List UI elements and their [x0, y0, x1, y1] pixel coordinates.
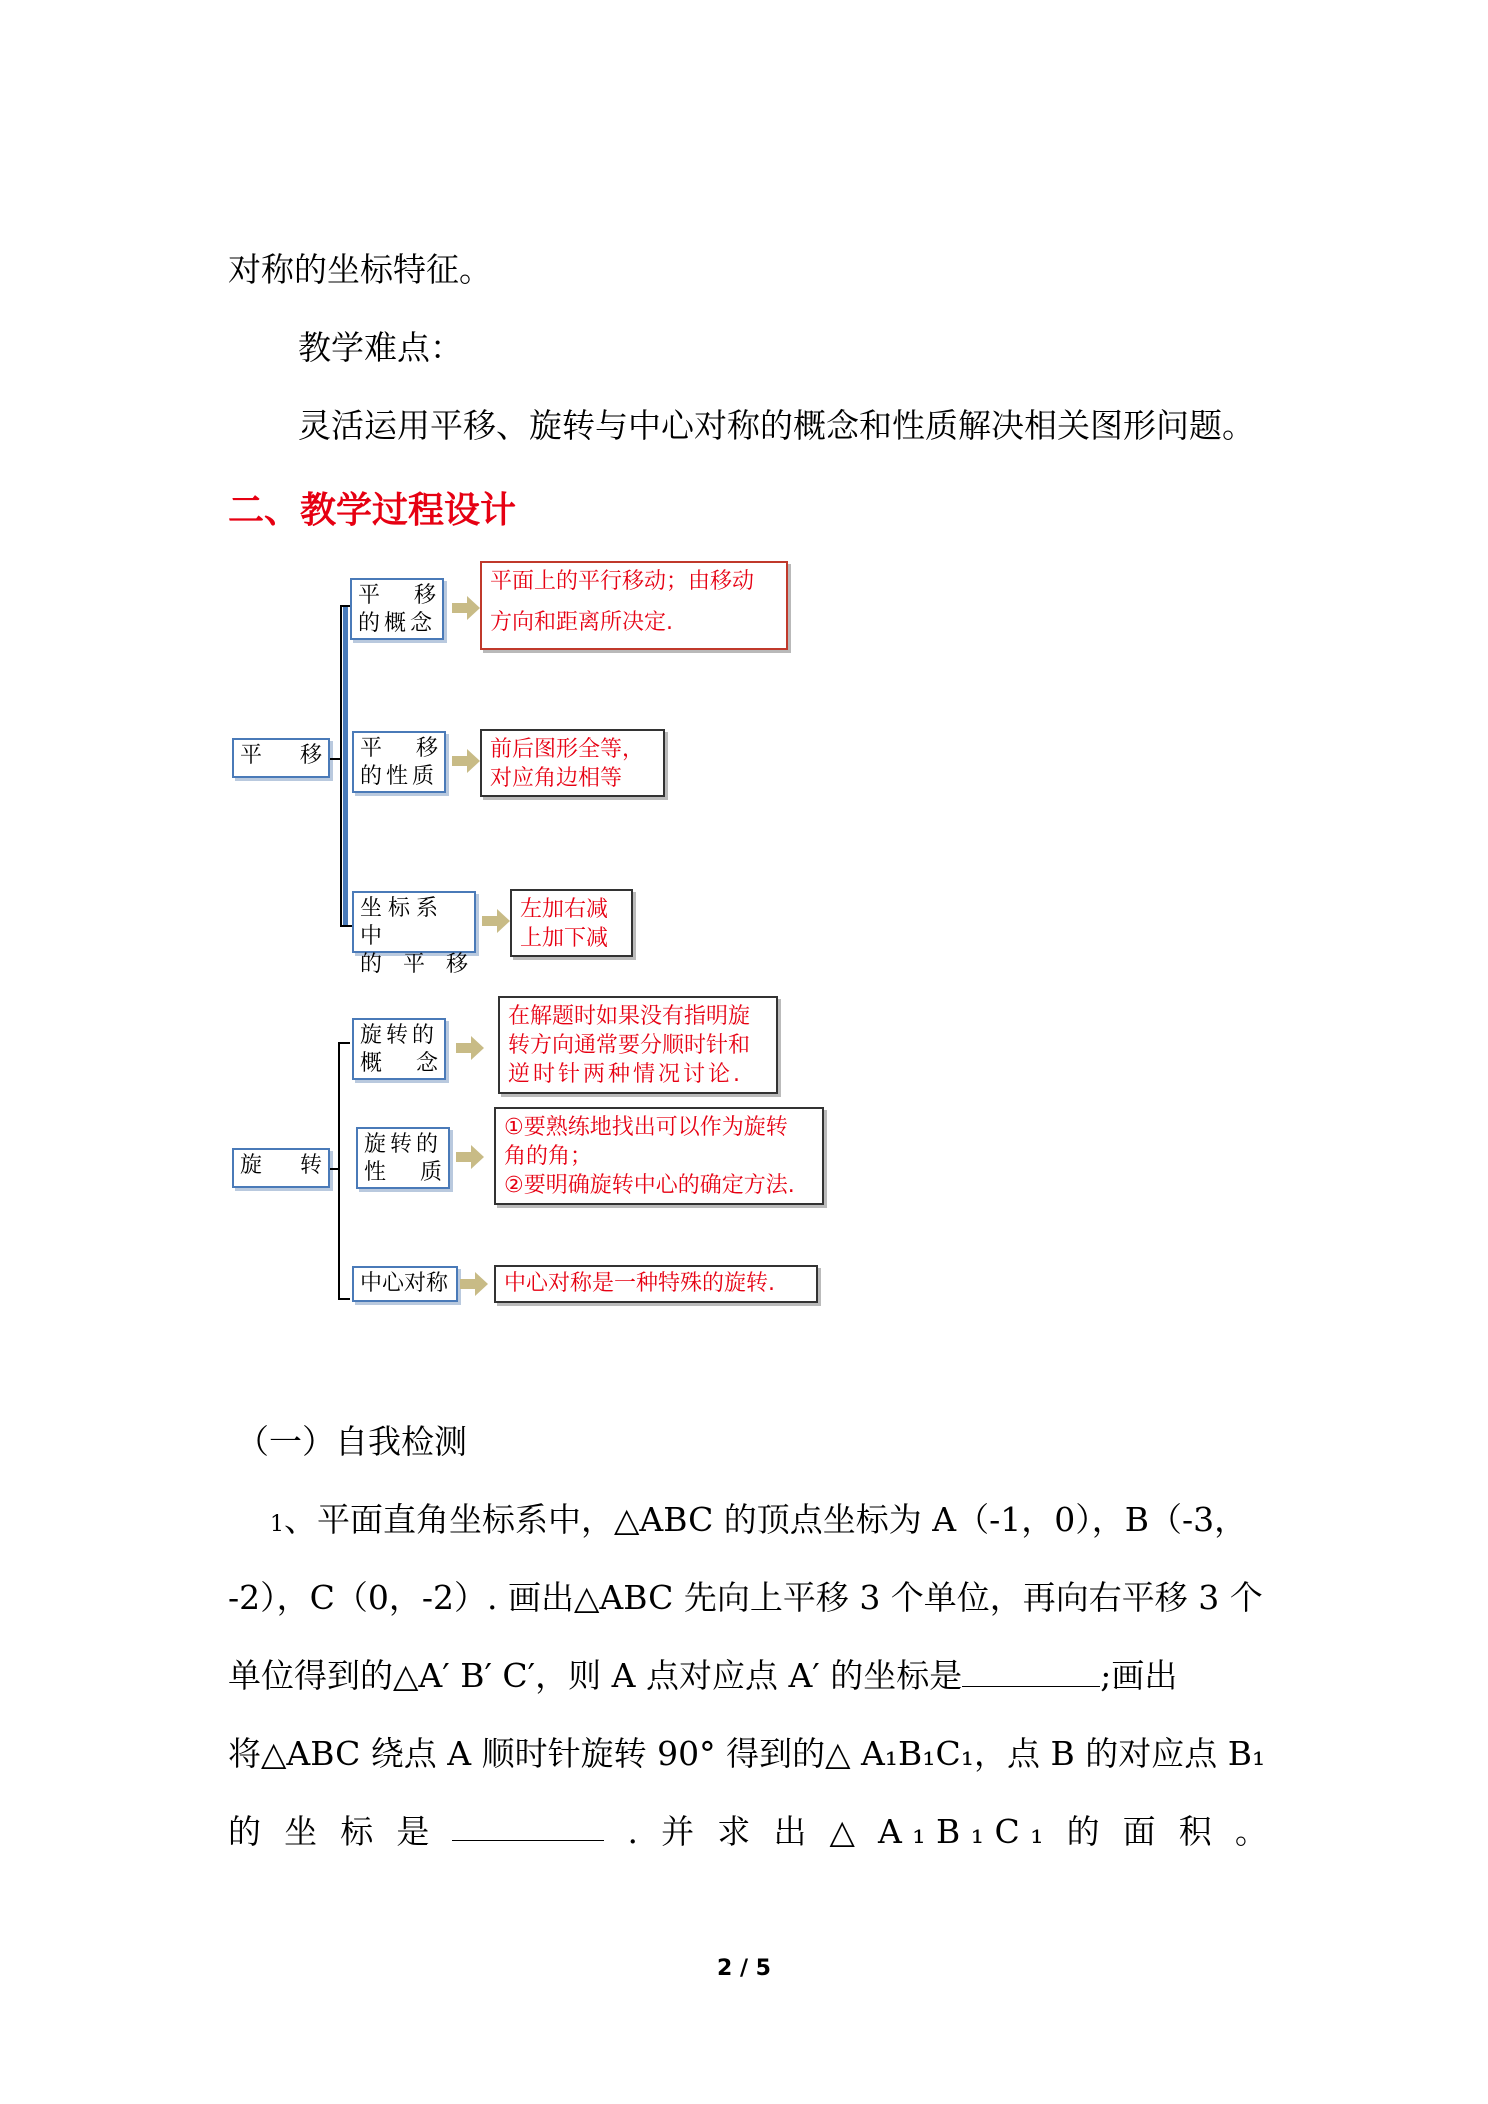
exercise-heading: （一）自我检测 [236, 1422, 467, 1461]
note-line: 角的角； [504, 1144, 593, 1169]
question-number: 1 [270, 1512, 284, 1537]
word: 并 [661, 1812, 695, 1851]
note-line: 上加下减 [520, 926, 609, 951]
rotation-property-note [494, 1107, 824, 1205]
label-char: 平 [402, 952, 425, 977]
note-line: 转方向通常要分顺时针和 [508, 1033, 751, 1058]
arrow-right-icon [452, 749, 480, 773]
translation-coordinate-box [352, 891, 476, 977]
answer-blank[interactable] [962, 1656, 1100, 1687]
label-char: 的 [360, 952, 383, 977]
question-line [270, 1498, 1247, 1547]
label-char: 质 [419, 1160, 442, 1185]
text-line: 对称的坐标特征。 [228, 250, 492, 289]
central-symmetry-box [352, 1266, 458, 1302]
note-line: 左加右减 [520, 897, 609, 922]
note-line: 对应角边相等 [490, 766, 623, 791]
word: 求 [717, 1812, 751, 1851]
word: A ₁ B ₁ C ₁ [877, 1812, 1044, 1851]
note-line: 平面上的平行移动；由移动 [490, 569, 755, 594]
answer-blank[interactable] [452, 1810, 604, 1841]
connector [338, 1042, 350, 1044]
translation-coordinate-note [510, 889, 633, 957]
label-text: 的概念 [358, 611, 437, 636]
bracket-line [338, 1042, 340, 1300]
arrow-right-icon [460, 1272, 488, 1296]
label-text: 中心对称 [360, 1271, 449, 1296]
note-line: ①要熟练地找出可以作为旋转 [504, 1115, 788, 1140]
arrow-right-icon [452, 596, 480, 620]
note-line: 前后图形全等， [490, 737, 645, 762]
note-line: ②要明确旋转中心的确定方法. [504, 1173, 795, 1198]
root-char: 转 [299, 1153, 322, 1178]
note-line: 方向和距离所决定. [490, 610, 673, 635]
word: 坐 [284, 1812, 318, 1851]
rotation-root-box [232, 1148, 330, 1188]
label-text: 坐标系中 [360, 896, 445, 949]
word: 标 [340, 1812, 374, 1851]
translation-concept-note [480, 561, 788, 650]
word: 积 [1178, 1812, 1212, 1851]
period: . [627, 1812, 639, 1851]
label-char: 性 [364, 1160, 387, 1185]
label-char: 平 [358, 583, 381, 608]
connector [338, 1298, 350, 1300]
note-line: 中心对称是一种特殊的旋转. [504, 1271, 775, 1296]
connector [340, 925, 352, 927]
translation-root-box [232, 738, 330, 778]
question-text: 单位得到的△A′ B′ C′，则 A 点对应点 A′ 的坐标是 [228, 1656, 963, 1695]
note-line: 在解题时如果没有指明旋 [508, 1004, 751, 1029]
label-char: 概 [360, 1051, 383, 1076]
label-char: 念 [415, 1051, 438, 1076]
question-text: 、平面直角坐标系中，△ABC 的顶点坐标为 A（-1，0），B（-3， [284, 1500, 1248, 1539]
page-number: 2 / 5 [717, 1956, 771, 1981]
word: 的 [228, 1812, 261, 1851]
word: △ [829, 1812, 855, 1851]
bracket-line [340, 605, 342, 927]
question-line: 将△ABC 绕点 A 顺时针旋转 90° 得到的△ A₁B₁C₁，点 B 的对应点 B₁ [228, 1734, 1266, 1773]
difficulty-text: 灵活运用平移、旋转与中心对称的概念和性质解决相关图形问题。 [298, 406, 1255, 445]
difficulty-label: 教学难点： [298, 328, 463, 367]
root-char: 旋 [240, 1153, 263, 1178]
word: 。 [1234, 1812, 1268, 1851]
arrow-right-icon [482, 909, 510, 933]
label-text: 的性质 [360, 764, 439, 789]
label-text: 旋转的 [364, 1132, 443, 1157]
arrow-right-icon [456, 1145, 484, 1169]
word: 面 [1122, 1812, 1156, 1851]
question-text: ;画出 [1100, 1656, 1178, 1695]
arrow-right-icon [456, 1036, 484, 1060]
rotation-concept-box [352, 1018, 446, 1080]
bracket-bar [343, 605, 348, 927]
question-line [228, 1654, 1177, 1698]
question-line: -2），C（0，-2）. 画出△ABC 先向上平移 3 个单位，再向右平移 3 个 [228, 1578, 1263, 1617]
label-char: 移 [415, 736, 438, 761]
section-title: 二、教学过程设计 [228, 490, 517, 531]
translation-property-note [480, 729, 665, 797]
central-symmetry-note [494, 1265, 818, 1303]
label-char: 平 [360, 736, 383, 761]
label-text: 旋转的 [360, 1023, 439, 1048]
root-char: 移 [299, 743, 322, 768]
word: 是 [396, 1812, 430, 1851]
rotation-concept-note [498, 996, 778, 1094]
note-line: 逆时针两种情况讨论. [508, 1062, 743, 1087]
root-char: 平 [240, 743, 263, 768]
word: 的 [1066, 1812, 1100, 1851]
label-char: 移 [413, 583, 436, 608]
translation-concept-box [350, 578, 444, 640]
rotation-property-box [356, 1127, 450, 1189]
word: 出 [773, 1812, 807, 1851]
translation-property-box [352, 731, 446, 793]
label-char: 移 [445, 952, 468, 977]
question-line [228, 1810, 1268, 1854]
